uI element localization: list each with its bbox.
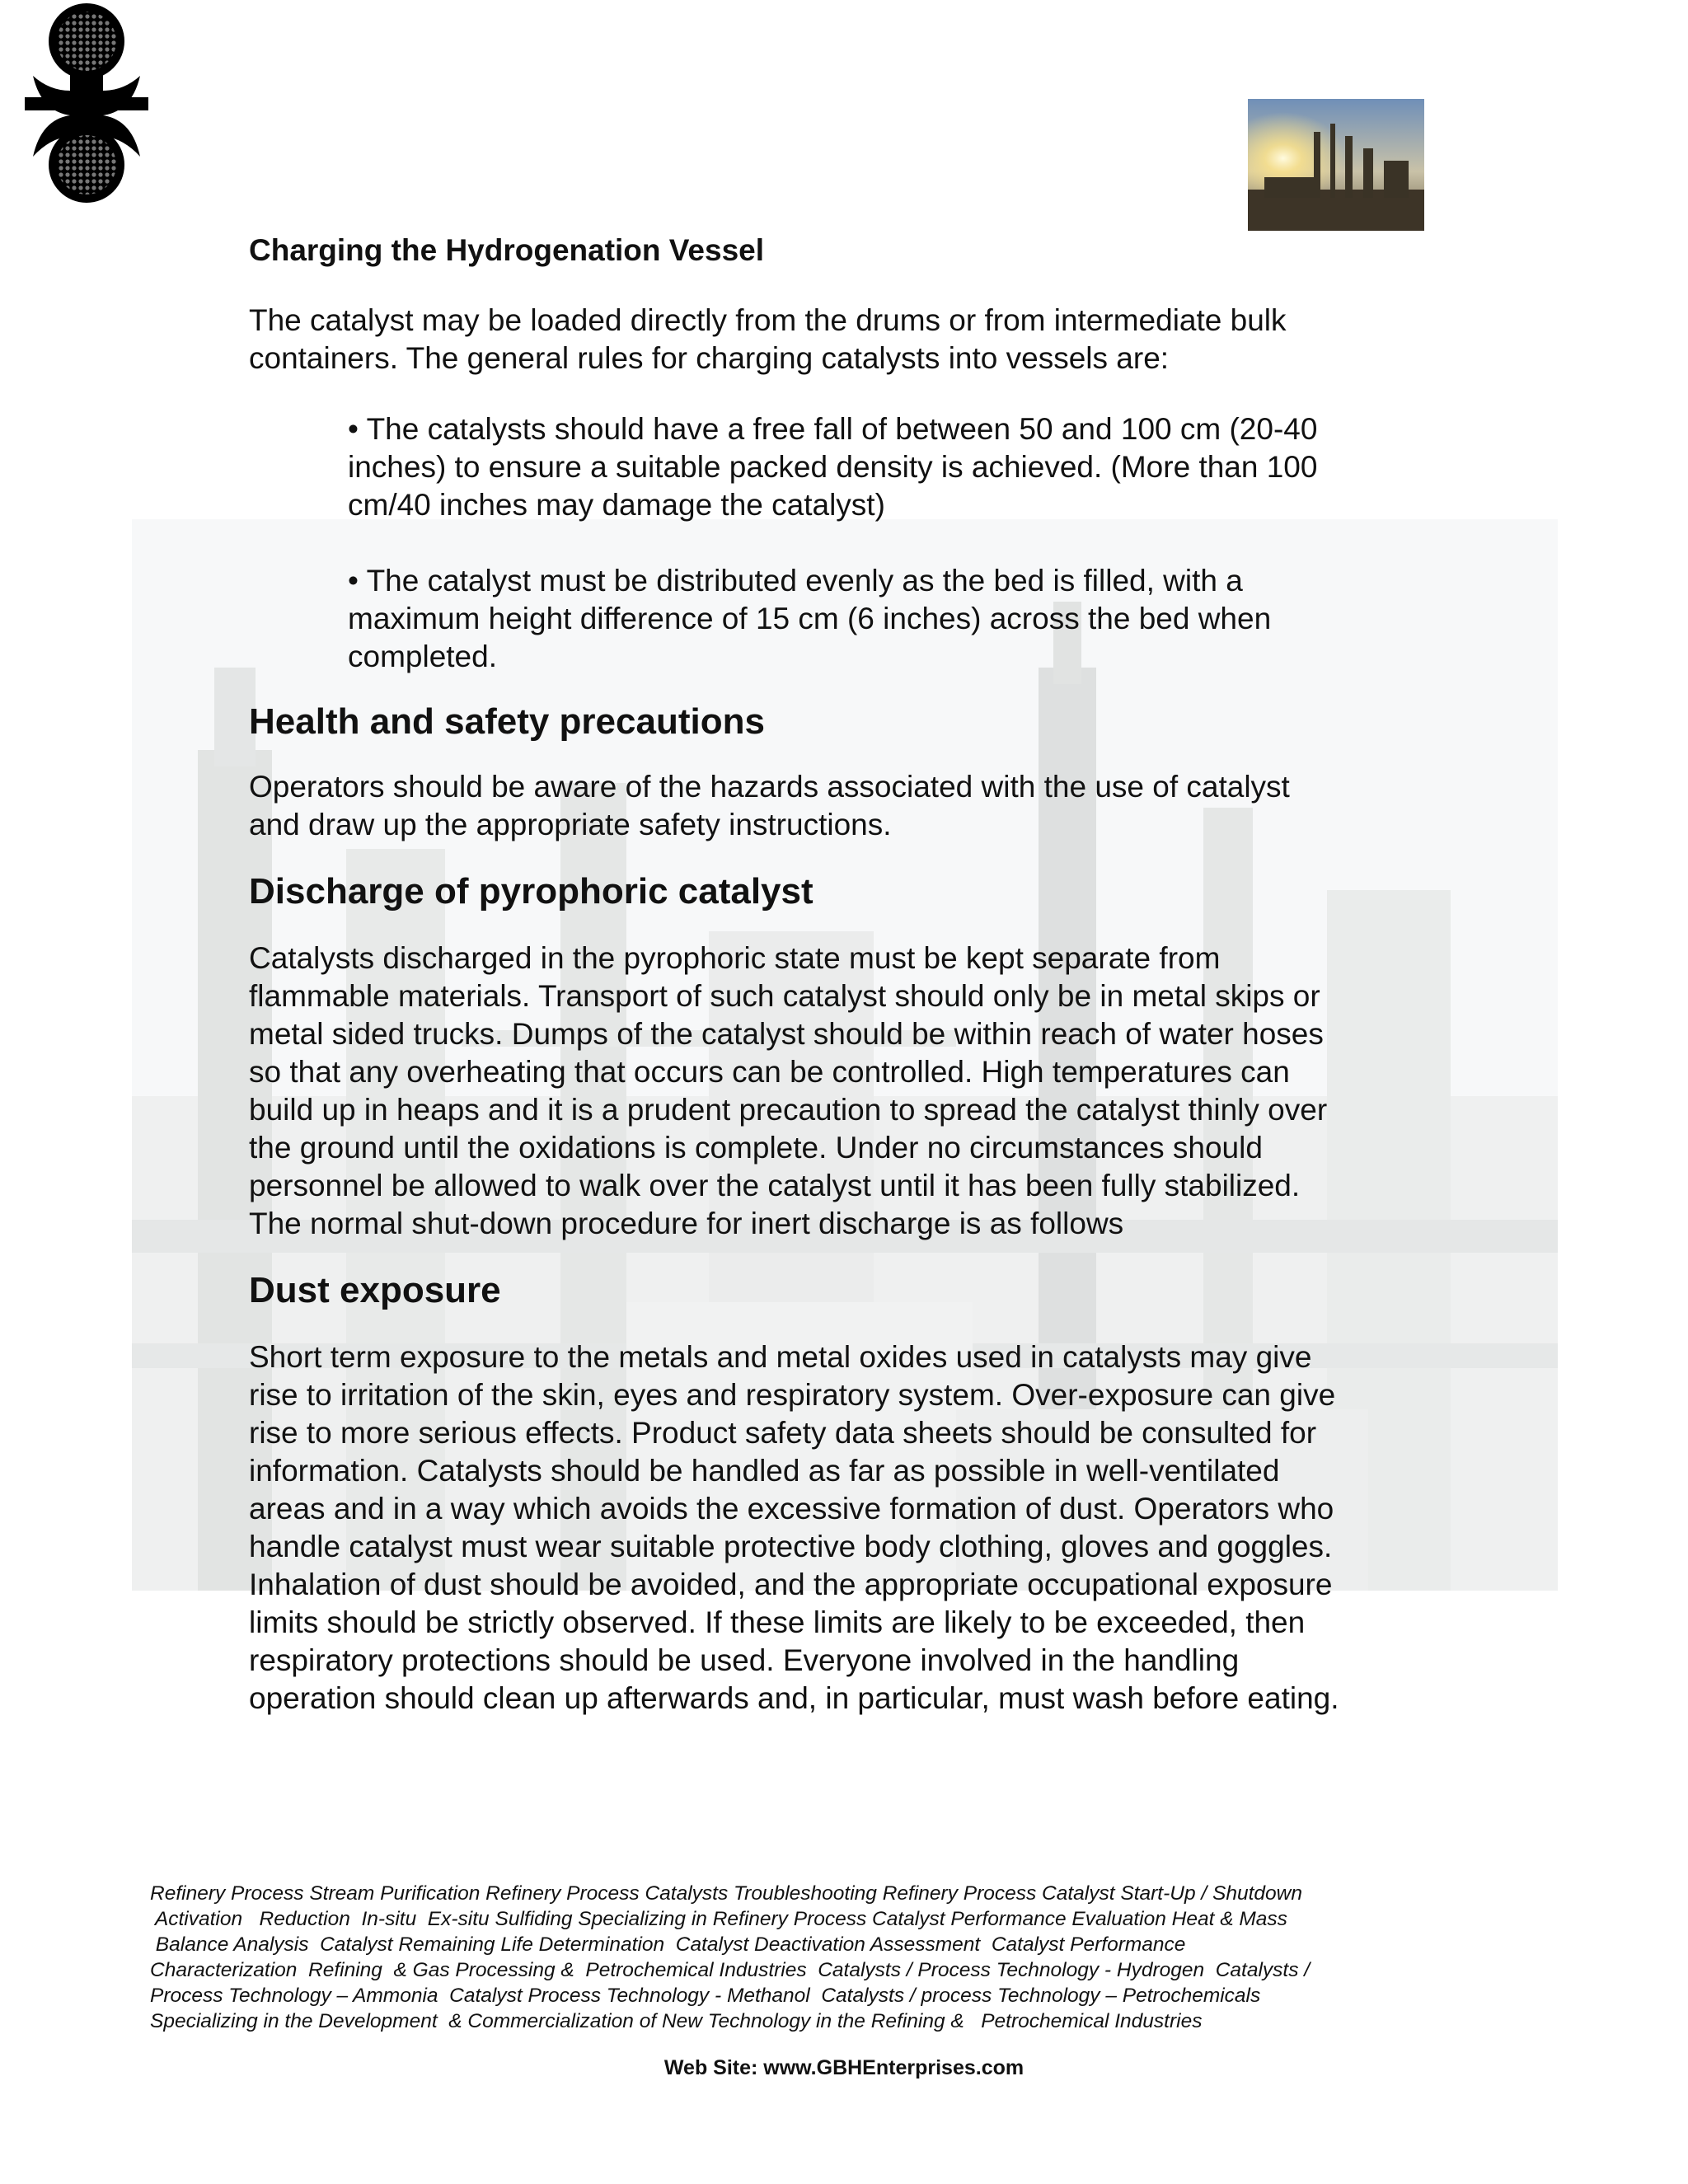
text-line: inches) to ensure a suitable packed density is achieved. (More than 100 [348,450,1318,484]
section-title-dust-exposure: Dust exposure [249,1270,501,1310]
text-line: Catalysts discharged in the pyrophoric state must be kept separate from [249,941,1221,975]
text-line: metal sided trucks. Dumps of the catalyst should be within reach of water hoses [249,1017,1324,1051]
text-line: The normal shut-down procedure for inert discharge is as follows [249,1207,1124,1240]
document-body [249,227,1452,1718]
text-line: personnel be allowed to walk over the catalyst until it has been fully stabilized. [249,1169,1301,1202]
text-line: limits should be strictly observed. If these limits are likely to be exceeded, then [249,1605,1306,1639]
text-line: so that any overheating that occurs can be controlled. High temperatures can [249,1055,1290,1089]
text-line: areas and in a way which avoids the excessive formation of dust. Operators who [249,1492,1334,1526]
text-line: completed. [348,640,497,673]
bullet-distribution [348,562,1452,676]
health-safety-text [249,768,1452,844]
section-title-health-safety: Health and safety precautions [249,701,765,742]
text-line: operation should clean up afterwards and, in particular, must wash before eating. [249,1681,1339,1715]
dust-exposure-text [249,1338,1452,1718]
footer-line: Refinery Process Stream Purification Refinery Process Catalysts Troubleshooting Refinery Process Catalyst Start-Up / Shutdown [150,1882,1302,1905]
text-line: Inhalation of dust should be avoided, and the appropriate occupational exposure [249,1568,1333,1601]
text-line: • The catalysts should have a free fall of between 50 and 100 cm (20-40 [348,412,1318,446]
footer-line: Characterization Refining & Gas Processing & Petrochemical Industries Catalysts / Process Technology - Hydrogen Catalysts / [150,1959,1311,1981]
footer-line: Process Technology – Ammonia Catalyst Process Technology - Methanol Catalysts / process Technology – Petrochemicals [150,1985,1261,2007]
bullet-free-fall [348,410,1452,524]
text-line: and draw up the appropriate safety instructions. [249,808,892,841]
text-line: cm/40 inches may damage the catalyst) [348,488,885,522]
text-line: Operators should be aware of the hazards associated with the use of catalyst [249,770,1290,804]
text-line: The catalyst may be loaded directly from the drums or from intermediate bulk [249,303,1287,337]
discharge-text [249,940,1452,1243]
footer-line: Balance Analysis Catalyst Remaining Life Determination Catalyst Deactivation Assessment Catalyst Performance [150,1933,1186,1956]
text-line: flammable materials. Transport of such catalyst should only be in metal skips or [249,979,1320,1013]
text-line: rise to irritation of the skin, eyes and respiratory system. Over-exposure can give [249,1378,1336,1412]
footer-line: Specializing in the Development & Commercialization of New Technology in the Refining & Petrochemical Industries [150,2010,1203,2032]
text-line: build up in heaps and it is a prudent precaution to spread the catalyst thinly over [249,1093,1328,1127]
text-line: Short term exposure to the metals and metal oxides used in catalysts may give [249,1340,1312,1374]
text-line: respiratory protections should be used. Everyone involved in the handling [249,1643,1240,1677]
text-line: • The catalyst must be distributed evenly as the bed is filled, with a [348,564,1243,598]
refinery-sunset-photo-icon [1248,99,1424,231]
gbh-logo-icon [25,0,148,206]
charging-intro [249,302,1452,377]
footer-keywords [150,1881,1469,2034]
text-line: rise to more serious effects. Product safety data sheets should be consulted for [249,1416,1317,1450]
text-line: containers. The general rules for charging catalysts into vessels are: [249,341,1170,375]
text-line: information. Catalysts should be handled as far as possible in well-ventilated [249,1454,1280,1488]
website-link[interactable]: Web Site: www.GBHEnterprises.com [663,2056,1025,2079]
text-line: the ground until the oxidations is complete. Under no circumstances should [249,1131,1263,1165]
section-title-discharge: Discharge of pyrophoric catalyst [249,871,814,912]
footer-line: Activation Reduction In-situ Ex-situ Sulfiding Specializing in Refinery Process Catalyst Performance Evaluation Heat & Mass [150,1908,1287,1930]
text-line: maximum height difference of 15 cm (6 inches) across the bed when [348,602,1272,635]
text-line: handle catalyst must wear suitable protective body clothing, gloves and goggles. [249,1530,1333,1563]
section-title-charging: Charging the Hydrogenation Vessel [249,233,765,267]
